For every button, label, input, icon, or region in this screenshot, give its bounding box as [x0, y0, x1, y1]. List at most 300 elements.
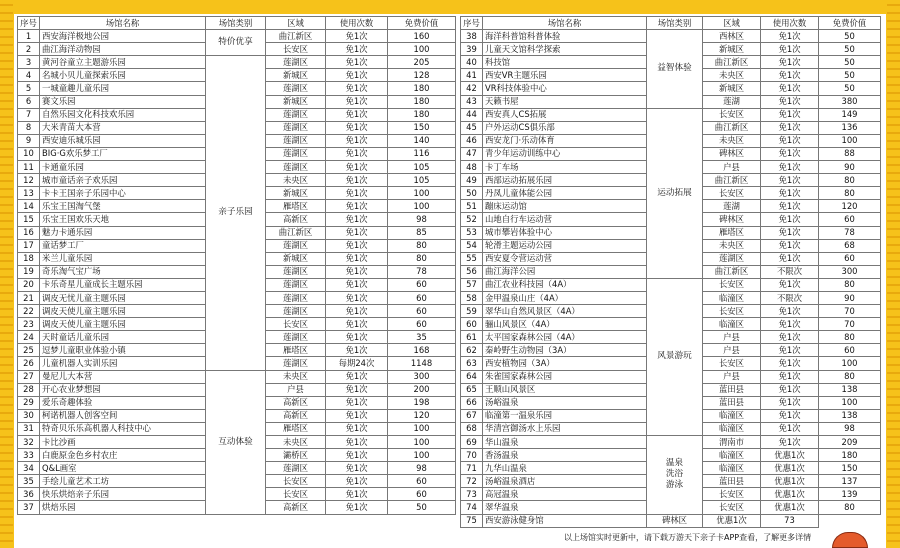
- free-value: 80: [819, 331, 881, 344]
- row-number: 36: [18, 488, 40, 501]
- row-number: 9: [18, 134, 40, 147]
- venue-name: 儿童天文馆科学探索: [483, 43, 647, 56]
- free-value: 205: [388, 56, 456, 69]
- free-value: 380: [819, 95, 881, 108]
- use-count: 优惠1次: [703, 514, 761, 527]
- district: 西林区: [703, 30, 761, 43]
- venue-name: 名城小贝儿童探索乐园: [40, 69, 206, 82]
- venue-name: 城市攀岩体验中心: [483, 226, 647, 239]
- row-number: 35: [18, 475, 40, 488]
- venue-name: 魅力卡通乐园: [40, 226, 206, 239]
- row-number: 62: [461, 344, 483, 357]
- header-price: 免费价值: [388, 17, 456, 30]
- use-count: 免1次: [761, 213, 819, 226]
- row-number: 29: [18, 396, 40, 409]
- row-number: 13: [18, 187, 40, 200]
- district: 曲江新区: [266, 226, 326, 239]
- district: 莲湖区: [266, 278, 326, 291]
- free-value: 160: [388, 30, 456, 43]
- use-count: 优惠1次: [761, 488, 819, 501]
- venue-name: 户外运动CS俱乐部: [483, 121, 647, 134]
- venue-name: 奇乐淘气宝广场: [40, 265, 206, 278]
- venue-name: 科技馆: [483, 56, 647, 69]
- table-row: [18, 370, 456, 383]
- use-count: 免1次: [326, 278, 388, 291]
- use-count: 免1次: [326, 56, 388, 69]
- row-number: 50: [461, 187, 483, 200]
- free-value: 100: [819, 396, 881, 409]
- free-value: 100: [388, 200, 456, 213]
- district: 蓝田县: [703, 396, 761, 409]
- use-count: 免1次: [326, 475, 388, 488]
- free-value: 50: [819, 43, 881, 56]
- district: 长安区: [703, 278, 761, 291]
- use-count: 免1次: [326, 200, 388, 213]
- row-number: 30: [18, 409, 40, 422]
- venue-name: 天籁书屋: [483, 95, 647, 108]
- venue-name: 自然乐园文化科技欢乐园: [40, 108, 206, 121]
- venue-name: 开心农业梦想园: [40, 383, 206, 396]
- row-number: 54: [461, 239, 483, 252]
- venue-name: 汤峪温泉酒店: [483, 475, 647, 488]
- venue-name: 天时童话儿童乐园: [40, 331, 206, 344]
- row-number: 52: [461, 213, 483, 226]
- district: 莲湖区: [703, 252, 761, 265]
- use-count: 免1次: [761, 121, 819, 134]
- district: 莲湖区: [266, 121, 326, 134]
- district: 长安区: [266, 318, 326, 331]
- free-value: 100: [388, 43, 456, 56]
- row-number: 20: [18, 278, 40, 291]
- use-count: 免1次: [326, 30, 388, 43]
- free-value: 138: [819, 409, 881, 422]
- free-value: 150: [819, 462, 881, 475]
- district: 临潼区: [703, 449, 761, 462]
- free-value: 80: [819, 501, 881, 514]
- free-value: 138: [819, 383, 881, 396]
- use-count: 每期24次: [326, 357, 388, 370]
- row-number: 42: [461, 82, 483, 95]
- district: 长安区: [703, 357, 761, 370]
- district: 莲湖区: [266, 331, 326, 344]
- venue-name: 卡通童乐园: [40, 161, 206, 174]
- use-count: 免1次: [761, 357, 819, 370]
- district: 灞桥区: [266, 449, 326, 462]
- row-number: 58: [461, 291, 483, 304]
- venue-name: 丹凤儿童体能公园: [483, 187, 647, 200]
- use-count: 免1次: [326, 370, 388, 383]
- use-count: 免1次: [761, 305, 819, 318]
- venue-name: 逗梦儿童职业体验小镇: [40, 344, 206, 357]
- use-count: 免1次: [761, 200, 819, 213]
- venue-name: 西安植物园（3A）: [483, 357, 647, 370]
- district: 临潼区: [703, 318, 761, 331]
- use-count: 免1次: [761, 396, 819, 409]
- free-value: 198: [388, 396, 456, 409]
- district: 长安区: [266, 43, 326, 56]
- venue-name: 翠华温泉: [483, 501, 647, 514]
- row-number: 65: [461, 383, 483, 396]
- row-number: 33: [18, 449, 40, 462]
- row-number: 38: [461, 30, 483, 43]
- venue-name: 朱雀国家森林公园: [483, 370, 647, 383]
- venue-name: 米兰儿童乐园: [40, 252, 206, 265]
- district: 雁塔区: [266, 422, 326, 435]
- use-count: 免1次: [326, 69, 388, 82]
- row-number: 23: [18, 318, 40, 331]
- district: 新城区: [266, 252, 326, 265]
- row-number: 37: [18, 501, 40, 514]
- use-count: 免1次: [326, 252, 388, 265]
- venue-list-sheet: [14, 14, 886, 548]
- use-count: 免1次: [326, 422, 388, 435]
- free-value: 180: [388, 108, 456, 121]
- free-value: 50: [819, 69, 881, 82]
- row-number: 25: [18, 344, 40, 357]
- free-value: 80: [819, 370, 881, 383]
- use-count: 免1次: [326, 226, 388, 239]
- venue-name: 太平国家森林公园（4A）: [483, 331, 647, 344]
- venue-name: 大米青苗大本营: [40, 121, 206, 134]
- free-value: 105: [388, 174, 456, 187]
- district: 莲湖区: [266, 357, 326, 370]
- row-number: 63: [461, 357, 483, 370]
- venue-name: Q&L画室: [40, 462, 206, 475]
- venue-category: 特价优享: [206, 30, 266, 56]
- venue-name: 九华山温泉: [483, 462, 647, 475]
- free-value: 60: [819, 213, 881, 226]
- district: 长安区: [703, 501, 761, 514]
- row-number: 55: [461, 252, 483, 265]
- district: 高新区: [266, 213, 326, 226]
- use-count: 免1次: [326, 134, 388, 147]
- row-number: 56: [461, 265, 483, 278]
- header-category: 场馆类别: [206, 17, 266, 30]
- use-count: 免1次: [761, 226, 819, 239]
- use-count: 免1次: [761, 383, 819, 396]
- use-count: 免1次: [326, 121, 388, 134]
- district: 曲江新区: [703, 121, 761, 134]
- use-count: 免1次: [326, 95, 388, 108]
- district: 高新区: [266, 501, 326, 514]
- free-value: 60: [819, 344, 881, 357]
- district: 莲湖区: [266, 305, 326, 318]
- use-count: 免1次: [326, 318, 388, 331]
- district: 蓝田县: [703, 475, 761, 488]
- venue-name: 黄河谷童立主题游乐园: [40, 56, 206, 69]
- district: 高新区: [266, 409, 326, 422]
- use-count: 免1次: [326, 449, 388, 462]
- district: 莲湖区: [266, 82, 326, 95]
- row-number: 57: [461, 278, 483, 291]
- use-count: 免1次: [761, 344, 819, 357]
- venue-name: 西安海洋极地公园: [40, 30, 206, 43]
- free-value: 98: [388, 213, 456, 226]
- row-number: 68: [461, 422, 483, 435]
- venue-name: 柯诺机器人创客空间: [40, 409, 206, 422]
- table-row: [461, 278, 881, 291]
- free-value: 1148: [388, 357, 456, 370]
- use-count: 免1次: [761, 43, 819, 56]
- use-count: 免1次: [761, 82, 819, 95]
- use-count: 免1次: [761, 69, 819, 82]
- row-number: 41: [461, 69, 483, 82]
- free-value: 200: [388, 383, 456, 396]
- free-value: 80: [819, 174, 881, 187]
- use-count: 免1次: [761, 331, 819, 344]
- district: 户县: [703, 161, 761, 174]
- left-decorative-stripe: [0, 0, 13, 548]
- use-count: 免1次: [326, 305, 388, 318]
- venue-name: 特奇贝乐乐高机器人科技中心: [40, 422, 206, 435]
- venue-name: 蹦床运动馆: [483, 200, 647, 213]
- row-number: 3: [18, 56, 40, 69]
- district: 莲湖区: [266, 108, 326, 121]
- free-value: 60: [388, 291, 456, 304]
- row-number: 59: [461, 305, 483, 318]
- row-number: 14: [18, 200, 40, 213]
- row-number: 6: [18, 95, 40, 108]
- district: 未央区: [266, 174, 326, 187]
- row-number: 11: [18, 161, 40, 174]
- use-count: 不限次: [761, 291, 819, 304]
- header-count: 使用次数: [761, 17, 819, 30]
- free-value: 50: [819, 82, 881, 95]
- free-value: 80: [819, 187, 881, 200]
- row-number: 15: [18, 213, 40, 226]
- use-count: 免1次: [761, 436, 819, 449]
- use-count: 免1次: [761, 278, 819, 291]
- row-number: 43: [461, 95, 483, 108]
- table-row: [461, 108, 881, 121]
- venue-name: 爱乐奇趣体验: [40, 396, 206, 409]
- venue-name: 骊山风景区（4A）: [483, 318, 647, 331]
- free-value: 98: [388, 462, 456, 475]
- venue-name: 汤峪温泉: [483, 396, 647, 409]
- district: 莲湖区: [266, 291, 326, 304]
- district: 临潼区: [703, 291, 761, 304]
- use-count: 优惠1次: [761, 462, 819, 475]
- district: 长安区: [266, 488, 326, 501]
- free-value: 180: [819, 449, 881, 462]
- district: 莲湖区: [266, 239, 326, 252]
- footer-note: 以上场馆实时更新中，请下载万游天下亲子卡APP查看，了解更多详情: [564, 533, 812, 542]
- venue-name: 调皮天使儿童主题乐园: [40, 305, 206, 318]
- use-count: 免1次: [326, 383, 388, 396]
- row-number: 10: [18, 147, 40, 160]
- use-count: 优惠1次: [761, 501, 819, 514]
- venue-name: 轮滑主题运动公园: [483, 239, 647, 252]
- district: 碑林区: [647, 514, 703, 527]
- venue-name: 乐宝王国淘气堡: [40, 200, 206, 213]
- use-count: 免1次: [326, 239, 388, 252]
- row-number: 66: [461, 396, 483, 409]
- right-decorative-stripe: [887, 0, 900, 548]
- free-value: 120: [388, 409, 456, 422]
- row-number: 26: [18, 357, 40, 370]
- free-value: 149: [819, 108, 881, 121]
- row-number: 18: [18, 252, 40, 265]
- district: 莲湖区: [266, 56, 326, 69]
- row-number: 73: [461, 488, 483, 501]
- free-value: 50: [819, 30, 881, 43]
- row-number: 74: [461, 501, 483, 514]
- district: 莲湖区: [266, 161, 326, 174]
- district: 莲湖: [703, 200, 761, 213]
- header-price: 免费价值: [819, 17, 881, 30]
- district: 新城区: [703, 43, 761, 56]
- district: 未央区: [266, 436, 326, 449]
- district: 户县: [703, 370, 761, 383]
- use-count: 免1次: [326, 396, 388, 409]
- use-count: 不限次: [761, 265, 819, 278]
- venue-name: 调皮无忧儿童主题乐园: [40, 291, 206, 304]
- venue-name: 翠华山自然风景区（4A）: [483, 305, 647, 318]
- header-category: 场馆类别: [647, 17, 703, 30]
- venue-name: 临潼第一温泉乐园: [483, 409, 647, 422]
- use-count: 免1次: [761, 252, 819, 265]
- row-number: 5: [18, 82, 40, 95]
- venue-name: 海洋科普馆科普体验: [483, 30, 647, 43]
- row-number: 1: [18, 30, 40, 43]
- venue-name: 曲江农业科技园（4A）: [483, 278, 647, 291]
- free-value: 100: [819, 357, 881, 370]
- free-value: 120: [819, 200, 881, 213]
- use-count: 免1次: [326, 501, 388, 514]
- venue-name: 曲江海洋动物园: [40, 43, 206, 56]
- free-value: 180: [388, 95, 456, 108]
- use-count: 免1次: [761, 161, 819, 174]
- row-number: 27: [18, 370, 40, 383]
- free-value: 100: [388, 449, 456, 462]
- district: 新城区: [266, 187, 326, 200]
- row-number: 21: [18, 291, 40, 304]
- use-count: 免1次: [761, 56, 819, 69]
- row-number: 22: [18, 305, 40, 318]
- district: 长安区: [266, 475, 326, 488]
- district: 户县: [703, 331, 761, 344]
- venue-name: 调皮天使儿童主题乐园: [40, 318, 206, 331]
- free-value: 300: [819, 265, 881, 278]
- free-value: 100: [819, 134, 881, 147]
- row-number: 48: [461, 161, 483, 174]
- row-number: 39: [461, 43, 483, 56]
- district: 碑林区: [703, 147, 761, 160]
- district: 长安区: [703, 305, 761, 318]
- row-number: 64: [461, 370, 483, 383]
- free-value: 60: [388, 318, 456, 331]
- venue-name: 手绘儿童艺术工坊: [40, 475, 206, 488]
- row-number: 70: [461, 449, 483, 462]
- venue-category: 互动体验: [206, 370, 266, 514]
- use-count: 免1次: [761, 318, 819, 331]
- free-value: 78: [388, 265, 456, 278]
- free-value: 136: [819, 121, 881, 134]
- row-number: 19: [18, 265, 40, 278]
- free-value: 60: [819, 252, 881, 265]
- free-value: 78: [819, 226, 881, 239]
- row-number: 12: [18, 174, 40, 187]
- free-value: 60: [388, 488, 456, 501]
- district: 蓝田县: [703, 383, 761, 396]
- use-count: 优惠1次: [761, 449, 819, 462]
- free-value: 80: [388, 252, 456, 265]
- venue-name: 香汤温泉: [483, 449, 647, 462]
- free-value: 100: [388, 422, 456, 435]
- venue-name: 赛文乐园: [40, 95, 206, 108]
- use-count: 免1次: [326, 488, 388, 501]
- district: 临潼区: [703, 462, 761, 475]
- venue-name: 卡卡王国亲子乐园中心: [40, 187, 206, 200]
- free-value: 90: [819, 291, 881, 304]
- venue-name: 王顺山风景区: [483, 383, 647, 396]
- cartoon-mascot-decoration: [832, 532, 868, 548]
- district: 曲江新区: [266, 30, 326, 43]
- table-row: [18, 56, 456, 69]
- free-value: 70: [819, 305, 881, 318]
- row-number: 44: [461, 108, 483, 121]
- table-row: [18, 30, 456, 43]
- table-header-row: [18, 17, 456, 30]
- venue-name: 童话梦工厂: [40, 239, 206, 252]
- venue-name: 西安夏令营运动营: [483, 252, 647, 265]
- venue-name: 卡乐奇星儿童成长主题乐园: [40, 278, 206, 291]
- district: 雁塔区: [703, 226, 761, 239]
- table-header-row: [461, 17, 881, 30]
- table-row: [461, 514, 881, 527]
- header-name: 场馆名称: [40, 17, 206, 30]
- use-count: 免1次: [326, 43, 388, 56]
- free-value: 60: [388, 475, 456, 488]
- venue-name: 曼尼儿大本营: [40, 370, 206, 383]
- use-count: 免1次: [326, 344, 388, 357]
- row-number: 61: [461, 331, 483, 344]
- row-number: 71: [461, 462, 483, 475]
- use-count: 免1次: [761, 174, 819, 187]
- row-number: 16: [18, 226, 40, 239]
- venue-category: 益智体验: [647, 30, 703, 109]
- district: 莲湖区: [266, 265, 326, 278]
- use-count: 优惠1次: [761, 475, 819, 488]
- venue-name: 西部运动拓展乐园: [483, 174, 647, 187]
- venue-name: 西安游泳健身馆: [483, 514, 647, 527]
- venue-name: 曲江海洋公园: [483, 265, 647, 278]
- district: 莲湖区: [266, 147, 326, 160]
- venue-name: 白鹿原金色乡村农庄: [40, 449, 206, 462]
- use-count: 免1次: [326, 409, 388, 422]
- district: 户县: [266, 383, 326, 396]
- district: 临潼区: [703, 422, 761, 435]
- venue-name: 一城童趣儿童乐园: [40, 82, 206, 95]
- header-no: 序号: [18, 17, 40, 30]
- district: 曲江新区: [703, 265, 761, 278]
- free-value: 50: [388, 501, 456, 514]
- district: 户县: [703, 344, 761, 357]
- district: 新城区: [703, 82, 761, 95]
- use-count: 免1次: [326, 82, 388, 95]
- free-value: 128: [388, 69, 456, 82]
- row-number: 28: [18, 383, 40, 396]
- district: 曲江新区: [703, 56, 761, 69]
- free-value: 60: [388, 278, 456, 291]
- use-count: 免1次: [326, 265, 388, 278]
- venue-name: 儿童机器人实训乐园: [40, 357, 206, 370]
- district: 临潼区: [703, 409, 761, 422]
- use-count: 免1次: [326, 161, 388, 174]
- venue-name: 高冠温泉: [483, 488, 647, 501]
- free-value: 90: [819, 161, 881, 174]
- row-number: 67: [461, 409, 483, 422]
